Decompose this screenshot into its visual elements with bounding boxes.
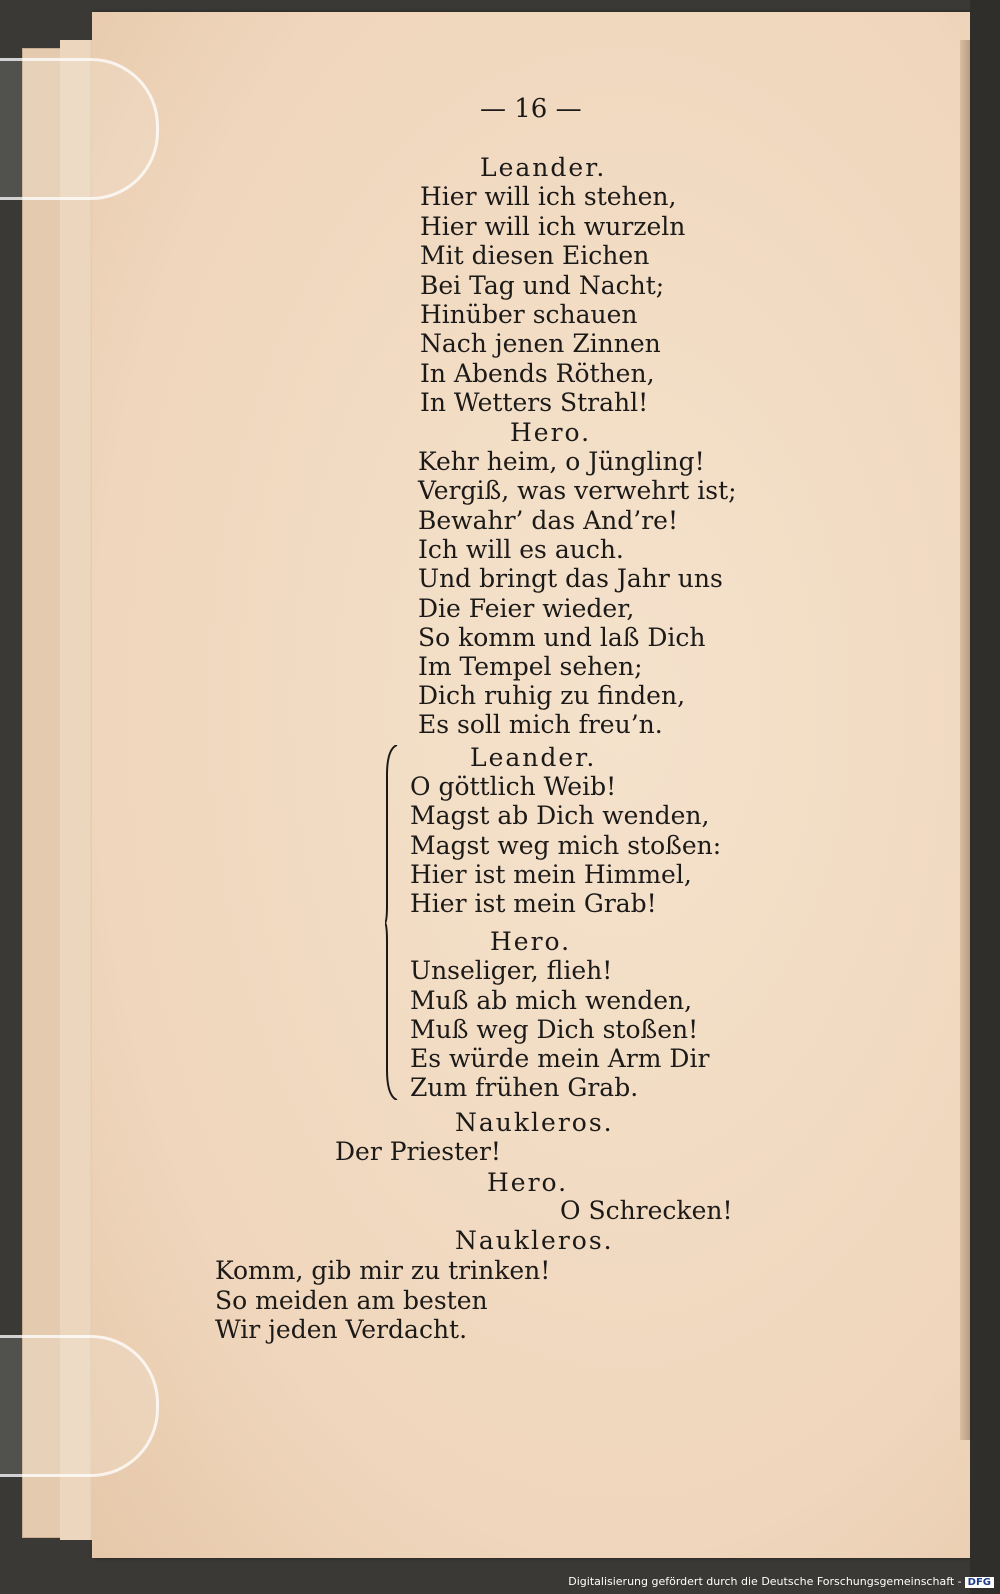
verse-line: Kehr heim, o Jüngling!: [418, 447, 705, 476]
verse-line: Und bringt das Jahr uns: [418, 564, 723, 593]
dfg-logo: DFG: [965, 1577, 994, 1588]
verse-line: Der Priester!: [335, 1137, 501, 1166]
bracket-line: [385, 745, 399, 1100]
verse-line: Komm, gib mir zu trinken!: [215, 1256, 551, 1285]
verse-line: Dich ruhig zu finden,: [418, 681, 686, 710]
speaker-name: Naukleros.: [455, 1226, 614, 1255]
verse-line: Hier ist mein Grab!: [410, 889, 657, 918]
verse-line: Es soll mich freu’n.: [418, 710, 663, 739]
verse-line: Wir jeden Verdacht.: [215, 1315, 468, 1344]
footer-text: Digitalisierung gefördert durch die Deutsche Forschungsgemeinschaft -: [568, 1575, 962, 1588]
plastic-clip-bottom: [0, 1335, 159, 1477]
verse-line: O Schrecken!: [560, 1196, 733, 1225]
speaker-name: Naukleros.: [455, 1108, 614, 1137]
verse-line: In Wetters Strahl!: [420, 388, 649, 417]
verse-line: Hier will ich stehen,: [420, 182, 677, 211]
verse-line: Unseliger, flieh!: [410, 956, 613, 985]
speaker-name: Leander.: [470, 743, 597, 772]
speaker-name: Hero.: [510, 418, 592, 447]
verse-line: Es würde mein Arm Dir: [410, 1044, 710, 1073]
verse-line: Hinüber schauen: [420, 300, 638, 329]
verse-line: So meiden am besten: [215, 1286, 488, 1315]
verse-line: Mit diesen Eichen: [420, 241, 650, 270]
verse-line: Hier ist mein Himmel,: [410, 860, 692, 889]
verse-line: Bewahr’ das And’re!: [418, 506, 678, 535]
verse-line: Im Tempel sehen;: [418, 652, 643, 681]
speaker-name: Leander.: [480, 153, 607, 182]
verse-line: Magst ab Dich wenden,: [410, 801, 710, 830]
verse-line: Magst weg mich stoßen:: [410, 831, 722, 860]
verse-line: Bei Tag und Nacht;: [420, 271, 665, 300]
verse-line: Hier will ich wurzeln: [420, 212, 686, 241]
verse-line: In Abends Röthen,: [420, 359, 655, 388]
digitization-footer: [568, 1575, 994, 1588]
verse-line: Muß weg Dich stoßen!: [410, 1015, 699, 1044]
plastic-clip-top: [0, 58, 159, 200]
speaker-name: Hero.: [490, 927, 572, 956]
verse-line: O göttlich Weib!: [410, 772, 617, 801]
verse-line: Nach jenen Zinnen: [420, 329, 661, 358]
verse-line: Zum frühen Grab.: [410, 1073, 639, 1102]
verse-line: Die Feier wieder,: [418, 594, 635, 623]
verse-line: So komm und laß Dich: [418, 623, 706, 652]
verse-line: Muß ab mich wenden,: [410, 986, 693, 1015]
verse-line: Ich will es auch.: [418, 535, 624, 564]
speaker-name: Hero.: [487, 1168, 569, 1197]
page-number: — 16 —: [480, 94, 582, 124]
verse-line: Vergiß, was verwehrt ist;: [418, 476, 737, 505]
